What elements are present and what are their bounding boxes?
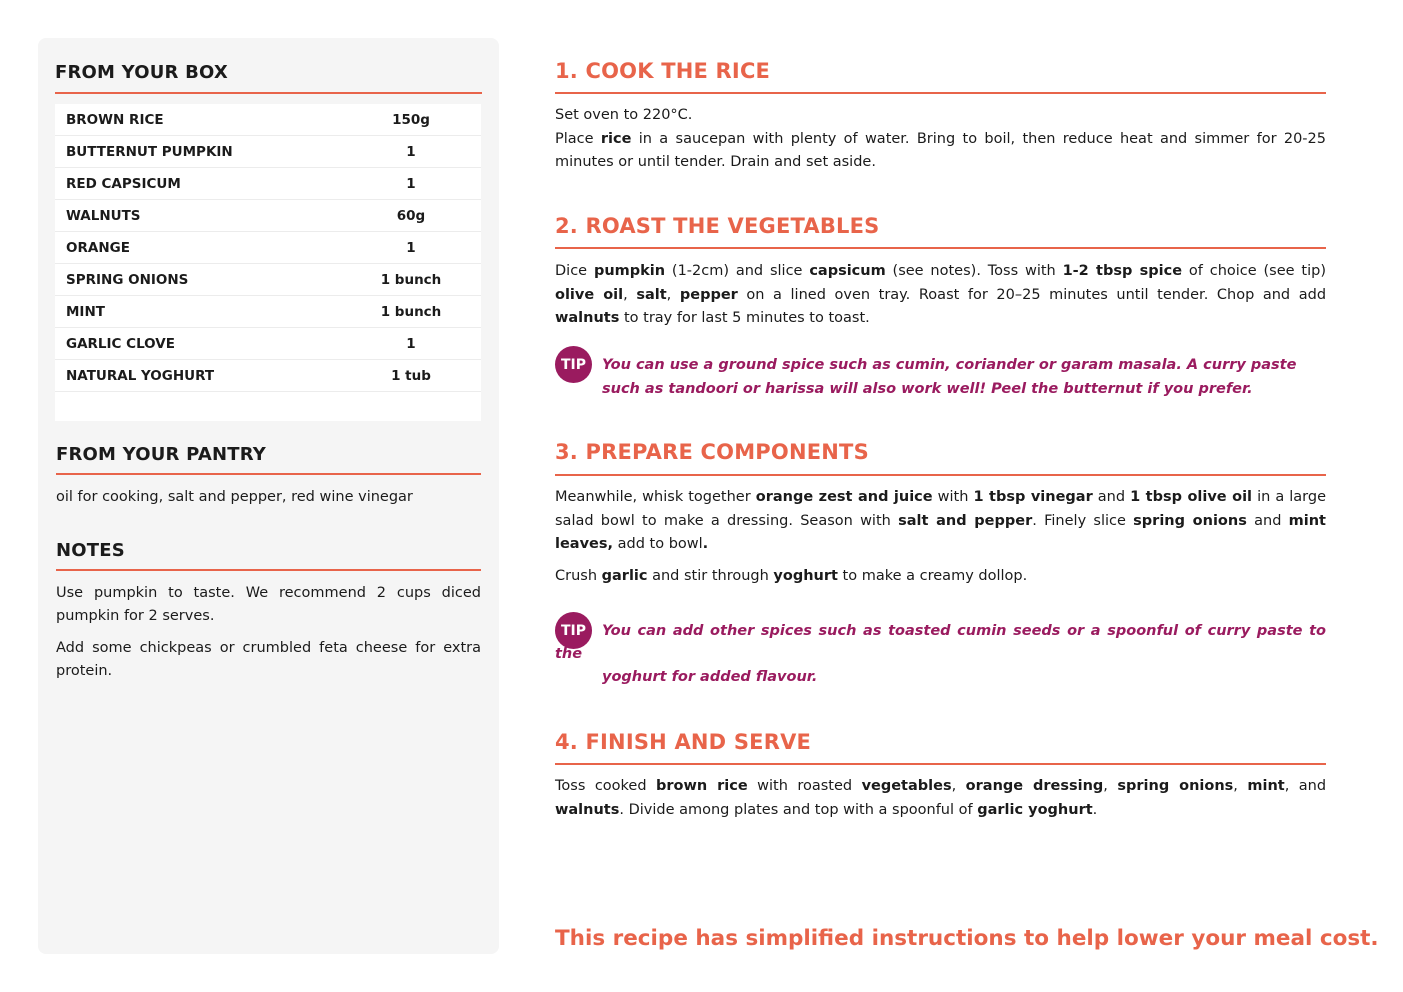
bold-ingredient: 1 tbsp olive oil [1130, 489, 1253, 505]
ingredient-qty: 1 [406, 335, 416, 352]
step-3-text [555, 486, 1326, 557]
bold-ingredient: orange dressing [965, 778, 1104, 794]
text-span: Crush [555, 568, 602, 584]
ingredient-qty: 1 [406, 175, 416, 192]
text-span: , [666, 286, 680, 303]
text-span: and [1246, 512, 1289, 529]
step-2-rule [555, 247, 1326, 249]
text-span: and stir through [647, 568, 774, 584]
ingredient-qty: 1 bunch [380, 271, 442, 288]
step-3-rule [555, 474, 1326, 476]
table-row [55, 168, 481, 200]
bold-ingredient: walnuts [555, 801, 620, 818]
text-span: Dice [555, 263, 594, 279]
text-span: with [932, 489, 974, 505]
box-heading-rule [55, 92, 482, 94]
table-row [55, 104, 481, 136]
ingredient-name: BUTTERNUT PUMPKIN [66, 143, 233, 160]
bold-ingredient: 1 tbsp vinegar [973, 489, 1093, 505]
bold-ingredient: pumpkin [593, 263, 666, 279]
footer-note: This recipe has simplified instructions to help lower your meal cost. [555, 926, 1379, 951]
text-span: to tray for last 5 minutes to toast. [619, 310, 870, 326]
ingredient-qty: 1 [406, 143, 416, 160]
tip-text-line-1: You can add other spices such as toasted cumin seeds or a spoonful of curry paste to [602, 623, 1326, 639]
table-row [55, 264, 481, 296]
step-4-text [555, 775, 1326, 822]
bold-ingredient: walnuts [555, 310, 620, 326]
bold-ingredient: salt [636, 286, 667, 303]
ingredient-name: ORANGE [66, 239, 130, 256]
text-span: on a lined oven tray. Roast for 20–25 minutes until tender. Chop and add [737, 286, 1327, 303]
tip-text-line-3: yoghurt for added flavour. [602, 669, 818, 685]
tip-text: You can use a ground spice such as cumin, coriander or garam masala. A curry paste such as tandoori or harissa will also work well! Peel the butternut if you prefer. [602, 357, 1297, 397]
table-row [55, 328, 481, 360]
bold-ingredient: salt and pepper [898, 512, 1033, 529]
bold-ingredient: olive oil [555, 286, 624, 303]
step-1-line-oven: Set oven to 220°C. [555, 107, 693, 123]
ingredient-name: MINT [66, 303, 105, 320]
from-your-pantry-heading: FROM YOUR PANTRY [56, 444, 266, 465]
tip-text-line-2: the [555, 646, 583, 662]
bold-ingredient: . [702, 536, 709, 552]
tip-badge: TIP [555, 346, 592, 383]
step-2-text [555, 260, 1326, 331]
bold-ingredient: pepper [679, 286, 738, 303]
ingredient-qty: 150g [392, 111, 430, 128]
text-span: Meanwhile, whisk together [555, 489, 756, 505]
ingredient-name: RED CAPSICUM [66, 175, 181, 192]
pantry-heading-rule [56, 473, 481, 475]
text-span: in a large salad bowl to make a dressing. Season with [555, 489, 1326, 529]
step-3-text-2 [555, 565, 1326, 589]
text-span: , [1103, 778, 1118, 794]
text-span: and [1092, 489, 1131, 505]
notes-heading-rule [56, 569, 481, 571]
bold-ingredient: rice [600, 130, 632, 147]
step-4-rule [555, 763, 1326, 765]
text-span: Toss cooked [555, 778, 657, 794]
text-span: to make a creamy dollop. [837, 568, 1028, 584]
note-paragraph: Add some chickpeas or crumbled feta cheese for extra protein. [56, 640, 481, 679]
text-span: , and [1284, 778, 1327, 794]
table-row [55, 200, 481, 232]
bold-ingredient: mint [1247, 778, 1285, 794]
ingredient-qty: 1 bunch [380, 303, 442, 320]
tip-badge: TIP [555, 612, 592, 649]
text-span: (1-2cm) and slice [665, 263, 810, 279]
ingredient-qty: 60g [396, 207, 426, 224]
step-4-title: 4. FINISH AND SERVE [555, 730, 812, 754]
bold-ingredient: brown rice [656, 778, 748, 794]
bold-ingredient: spring onions [1117, 778, 1234, 794]
bold-ingredient: capsicum [809, 263, 886, 279]
step-1-rule [555, 92, 1326, 94]
step-3-title: 3. PREPARE COMPONENTS [555, 440, 869, 464]
step-1-text [555, 104, 1326, 175]
text-span: , [951, 778, 966, 794]
table-row [55, 360, 481, 392]
bold-ingredient: yoghurt [773, 568, 838, 584]
bold-ingredient: spring onions [1133, 512, 1247, 529]
bold-ingredient: 1-2 tbsp spice [1062, 263, 1183, 279]
text-span: , [1233, 778, 1248, 794]
ingredient-qty: 1 [406, 239, 416, 256]
step-2-title: 2. ROAST THE VEGETABLES [555, 214, 880, 238]
bold-ingredient: vegetables [861, 778, 952, 794]
text-span: . [1092, 801, 1098, 818]
text-span: (see notes). Toss with [885, 263, 1063, 279]
table-row [55, 136, 481, 168]
bold-ingredient: orange zest and juice [755, 489, 933, 505]
text-span: of choice (see tip) [1182, 263, 1326, 279]
from-your-box-heading: FROM YOUR BOX [55, 62, 228, 83]
step-1-title: 1. COOK THE RICE [555, 59, 771, 83]
text-span: with roasted [747, 778, 862, 794]
text-span: Place [555, 130, 601, 147]
ingredient-name: BROWN RICE [66, 111, 164, 128]
table-row [55, 296, 481, 328]
bold-ingredient: mint leaves, [555, 512, 1326, 552]
text-span: , [623, 286, 637, 303]
ingredient-name: NATURAL YOGHURT [66, 367, 215, 384]
text-span: . Divide among plates and top with a spoonful of [619, 801, 978, 818]
pantry-text: oil for cooking, salt and pepper, red wine vinegar [56, 489, 413, 505]
ingredient-name: WALNUTS [66, 207, 141, 224]
notes-heading: NOTES [56, 540, 125, 561]
note-paragraph: Use pumpkin to taste. We recommend 2 cups diced pumpkin for 2 serves. [56, 585, 481, 624]
ingredient-name: SPRING ONIONS [66, 271, 189, 288]
ingredient-name: GARLIC CLOVE [66, 335, 175, 352]
ingredients-table [55, 104, 481, 421]
text-span: in a saucepan with plenty of water. Bring to boil, then reduce heat and simmer for 20-25 minutes or until tender. Drain and set aside. [555, 130, 1326, 170]
text-span: . Finely slice [1032, 512, 1134, 529]
table-row [55, 232, 481, 264]
bold-ingredient: garlic yoghurt [977, 801, 1093, 818]
text-span: add to bowl [613, 536, 703, 552]
bold-ingredient: garlic [601, 568, 648, 584]
ingredient-qty: 1 tub [391, 367, 431, 384]
